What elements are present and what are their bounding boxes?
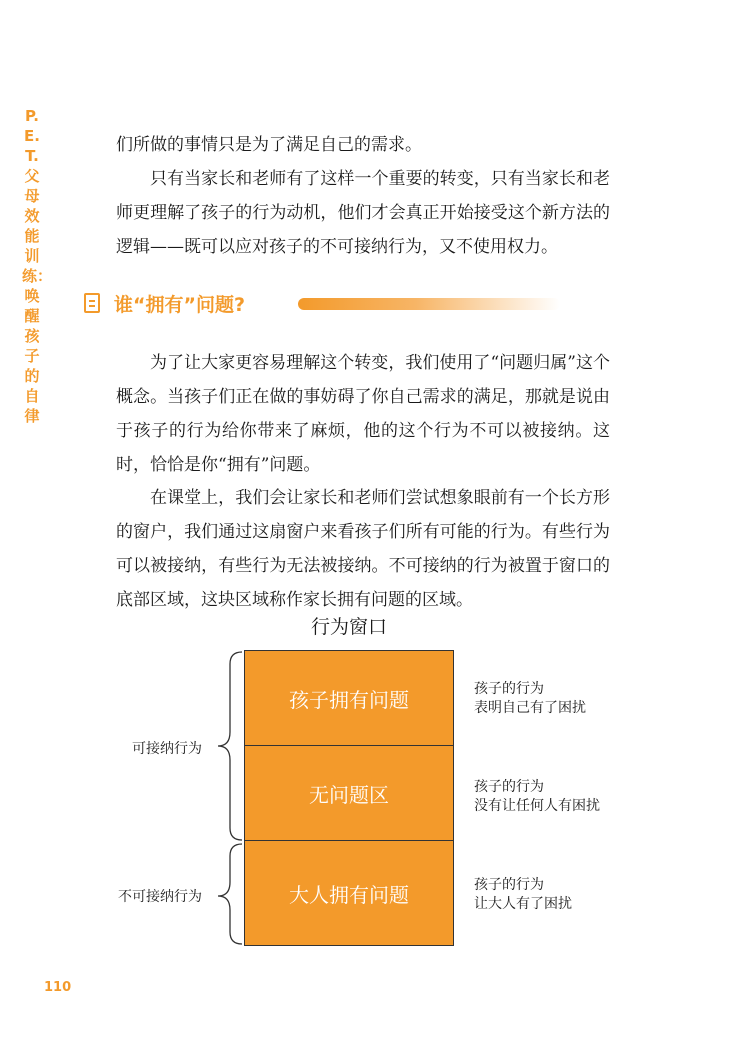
zone-child-owns-problem: 孩子拥有问题 bbox=[244, 650, 454, 746]
diagram-title: 行为窗口 bbox=[310, 616, 387, 638]
unacceptable-behavior-label: 不可接纳行为 bbox=[118, 889, 202, 905]
zone-adult-owns-problem: 大人拥有问题 bbox=[244, 841, 454, 946]
acceptable-brace bbox=[218, 652, 242, 840]
side-book-title: P.E.T.父母效能训练：唤醒孩子的自律 bbox=[22, 107, 53, 425]
paragraph-3: 为了让大家更容易理解这个转变，我们使用了“问题归属”这个概念。当孩子们正在做的事妨碍了你自己需求的满足，那就是说由于孩子的行为给你带来了麻烦，他的这个行为不可以被接纳。这时，恰恰是你“拥有”问题。 bbox=[116, 353, 610, 475]
paragraph-4: 在课堂上，我们会让家长和老师们尝试想象眼前有一个长方形的窗户，我们通过这扇窗户来看孩子们所有可能的行为。有些行为可以被接纳，有些行为无法被接纳。不可接纳的行为被置于窗口的底部区域，这块区域称作家长拥有问题的区域。 bbox=[116, 488, 610, 610]
zone-description-line: 孩子的行为 bbox=[474, 681, 544, 697]
section-heading-text: 谁“拥有”问题? bbox=[114, 293, 245, 316]
zone-description-line: 表明自己有了困扰 bbox=[474, 700, 586, 716]
page-number: 110 bbox=[44, 980, 72, 995]
zone-description-line: 没有让任何人有困扰 bbox=[474, 798, 600, 814]
zone-description-line: 孩子的行为 bbox=[474, 877, 544, 893]
unacceptable-brace bbox=[218, 844, 242, 944]
zone-description-line: 让大人有了困扰 bbox=[474, 896, 572, 912]
paragraph-1: 们所做的事情只是为了满足自己的需求。 bbox=[116, 135, 422, 155]
zone-no-problem: 无问题区 bbox=[244, 746, 454, 841]
zone-description-line: 孩子的行为 bbox=[474, 779, 544, 795]
paragraph-2: 只有当家长和老师有了这样一个重要的转变，只有当家长和老师更理解了孩子的行为动机，他们才会真正开始接受这个新方法的逻辑——既可以应对孩子的不可接纳行为，又不使用权力。 bbox=[116, 169, 610, 257]
acceptable-behavior-label: 可接纳行为 bbox=[132, 741, 202, 757]
